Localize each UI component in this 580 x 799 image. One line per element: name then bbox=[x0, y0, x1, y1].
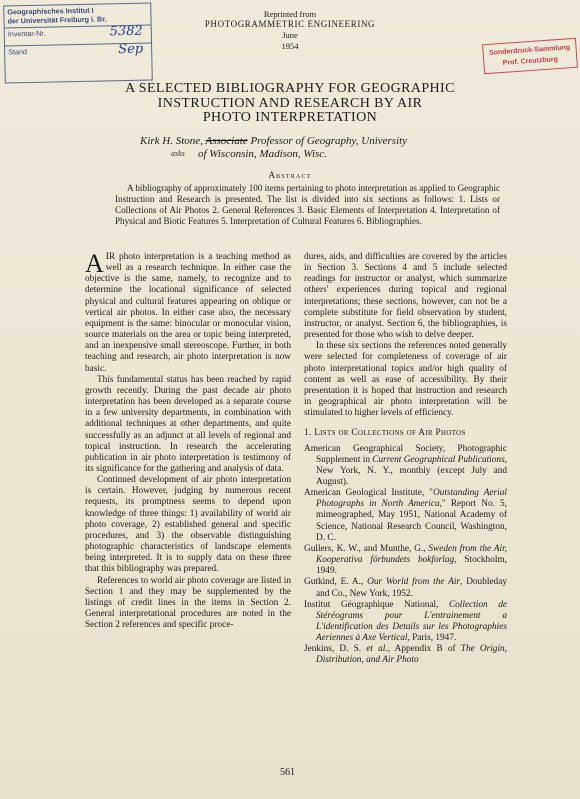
body-paragraph-5: dures, aids, and difficulties are covered by the articles in Section 3. Sections 4 and 5 include selected readings for instructor or analyst, which summarize others' experiences during topical and regional interpretations; these sections, however, can not be a complete substitute for field observation by student, instructor, or analyst. Section 6, the bibliographies, is presented for those who wish to delve deeper. bbox=[304, 252, 507, 341]
title-line3: PHOTO INTERPRETATION bbox=[202, 110, 378, 125]
reprint-label: Reprinted from bbox=[263, 9, 317, 19]
collection-stamp bbox=[482, 38, 578, 74]
page-number: 561 bbox=[280, 767, 295, 778]
left-column bbox=[85, 249, 291, 631]
body-paragraph-6: In these six sections the references noted generally were selected for completeness of coverage of air photo interpretational topics and/or high quality of content as well as ease of accessibility. By their presentation it is hoped that instruction and research in geographical air photo interpretation will be stimulated to higher levels of efficiency. bbox=[304, 341, 507, 419]
body-paragraph-3: Continued development of air photo interpretation is certain. However, judging by numerous recent requests, its promptness seems to depend upon knowledge of three things: 1) availability of world air photo coverage, 2) established general and specific procedures, and 3) the observable distinguishing photographic characteristics of landscape elements being interpreted. It is to supply data on these three that this bibliography was prepared. bbox=[85, 475, 291, 575]
stamp-inventar-value: 5382 bbox=[109, 23, 143, 40]
author-name: Kirk H. Stone, bbox=[140, 135, 203, 147]
reference-item: Institut Géographique National, Collection de Stéréograms pour L'entrainement a L'identification des Details sur les Photographies Aeriennes à Axe Vertical, Paris, 1947. bbox=[304, 599, 507, 644]
reference-item: Jenkins, D. S. et al., Appendix B of The Origin, Distribution, and Air Photo bbox=[304, 644, 508, 666]
reference-list bbox=[304, 444, 507, 667]
reference-item: American Geographical Society, Photographic Supplement in Current Geographical Publications, New York, N. Y., monthly (except July and August). bbox=[304, 443, 508, 487]
stamp-inventar-label: Inventar-Nr. bbox=[7, 28, 46, 39]
article-title bbox=[70, 82, 510, 126]
reprint-month: June bbox=[282, 30, 298, 40]
right-column bbox=[304, 252, 507, 667]
body-paragraph-4: References to world air photo coverage are listed in Section 1 and they may be supplemented by the listings of credit lines in the items in Section 2. General interpretational procedures are noted in the Section 2 references and specific proce- bbox=[85, 575, 291, 631]
stamp-stand-value: Sep bbox=[118, 41, 144, 58]
journal-name: PHOTOGRAMMETRIC ENGINEERING bbox=[204, 19, 376, 29]
handwritten-insert: asks bbox=[171, 149, 185, 158]
title-line1: A SELECTED BIBLIOGRAPHY FOR GEOGRAPHIC bbox=[125, 81, 455, 96]
author-affiliation-1: Professor of Geography, University bbox=[250, 135, 408, 147]
section-heading: 1. Lists or Collections of Air Photos bbox=[304, 428, 466, 439]
stamp-stand-label: Stand bbox=[8, 47, 28, 57]
title-line2: INSTRUCTION AND RESEARCH BY AIR bbox=[157, 95, 423, 111]
reference-item: Gutkind, E. A., Our World from the Air, Doubleday and Co., New York, 1952. bbox=[304, 577, 507, 599]
collection-stamp-line1: Sonderdruck-Sammlung bbox=[488, 44, 571, 57]
reference-item: American Geological Institute, "Outstanding Aerial Photographs in North America," Report No. 5, mimeographed, May 1951, National Academy of Science, National Research Council, Washington, D. C. bbox=[304, 488, 507, 543]
paragraph-1-text: IR photo interpretation is a teaching method as well as a research technique. In either case the objective is the same, namely, to recognize and to determine the locational significance of selected physical and cultural features appearing on oblique or vertical air photos. In either case also, the necessary equipment is the same: binocular or monocular vision, source materials on the area or topic being interpreted, and an inexpensive small stereoscope. Further, in both teaching and research, air photo interpretation is now basic. bbox=[85, 252, 291, 374]
author-byline bbox=[140, 135, 460, 161]
stamp-institute-line2: der Universität Freiburg i. Br. bbox=[7, 14, 107, 26]
struck-title: Associate bbox=[205, 135, 248, 147]
author-affiliation-2: of Wisconsin, Madison, Wisc. bbox=[198, 148, 327, 160]
abstract-text: A bibliography of approximately 100 items pertaining to photo interpretation as applied to Geographic Instruction and Research is presented. The list is divided into six sections as follows: 1. Lists or Collections of Air Photos 2. General References 3. Basic Elements of Interpretation 4. Interpretation of Physical and Biotic Features 5. Interpretation of Cultural Features 6. Bibliographies. bbox=[115, 183, 501, 226]
library-stamp bbox=[3, 2, 153, 83]
stamp-stand-row bbox=[5, 43, 152, 80]
stamp-institute-line1: Geographisches Institut I bbox=[7, 5, 94, 17]
drop-cap: A bbox=[85, 249, 104, 278]
body-paragraph-2: This fundamental status has been reached by rapid growth recently. During the past decade air photo interpretation has been developed as a separate course in a few university departments, in combination with additional techniques at other departments, and quite successfully as an adjunct at all levels of regional and topical instruction. In research the accelerating publication in air photo interpretation is testimony of its significance for the gathering and analysis of data. bbox=[85, 374, 291, 474]
body-paragraph-1 bbox=[85, 249, 291, 375]
reprint-year: 1954 bbox=[281, 41, 299, 51]
abstract-heading: Abstract bbox=[268, 170, 312, 180]
collection-stamp-line2: Prof. Creutzburg bbox=[502, 56, 559, 67]
reference-item: Gullers, K. W., and Munthe, G., Sweden from the Air, Kooperativa förbundets bokforlag, Stockholm, 1949. bbox=[304, 543, 508, 577]
